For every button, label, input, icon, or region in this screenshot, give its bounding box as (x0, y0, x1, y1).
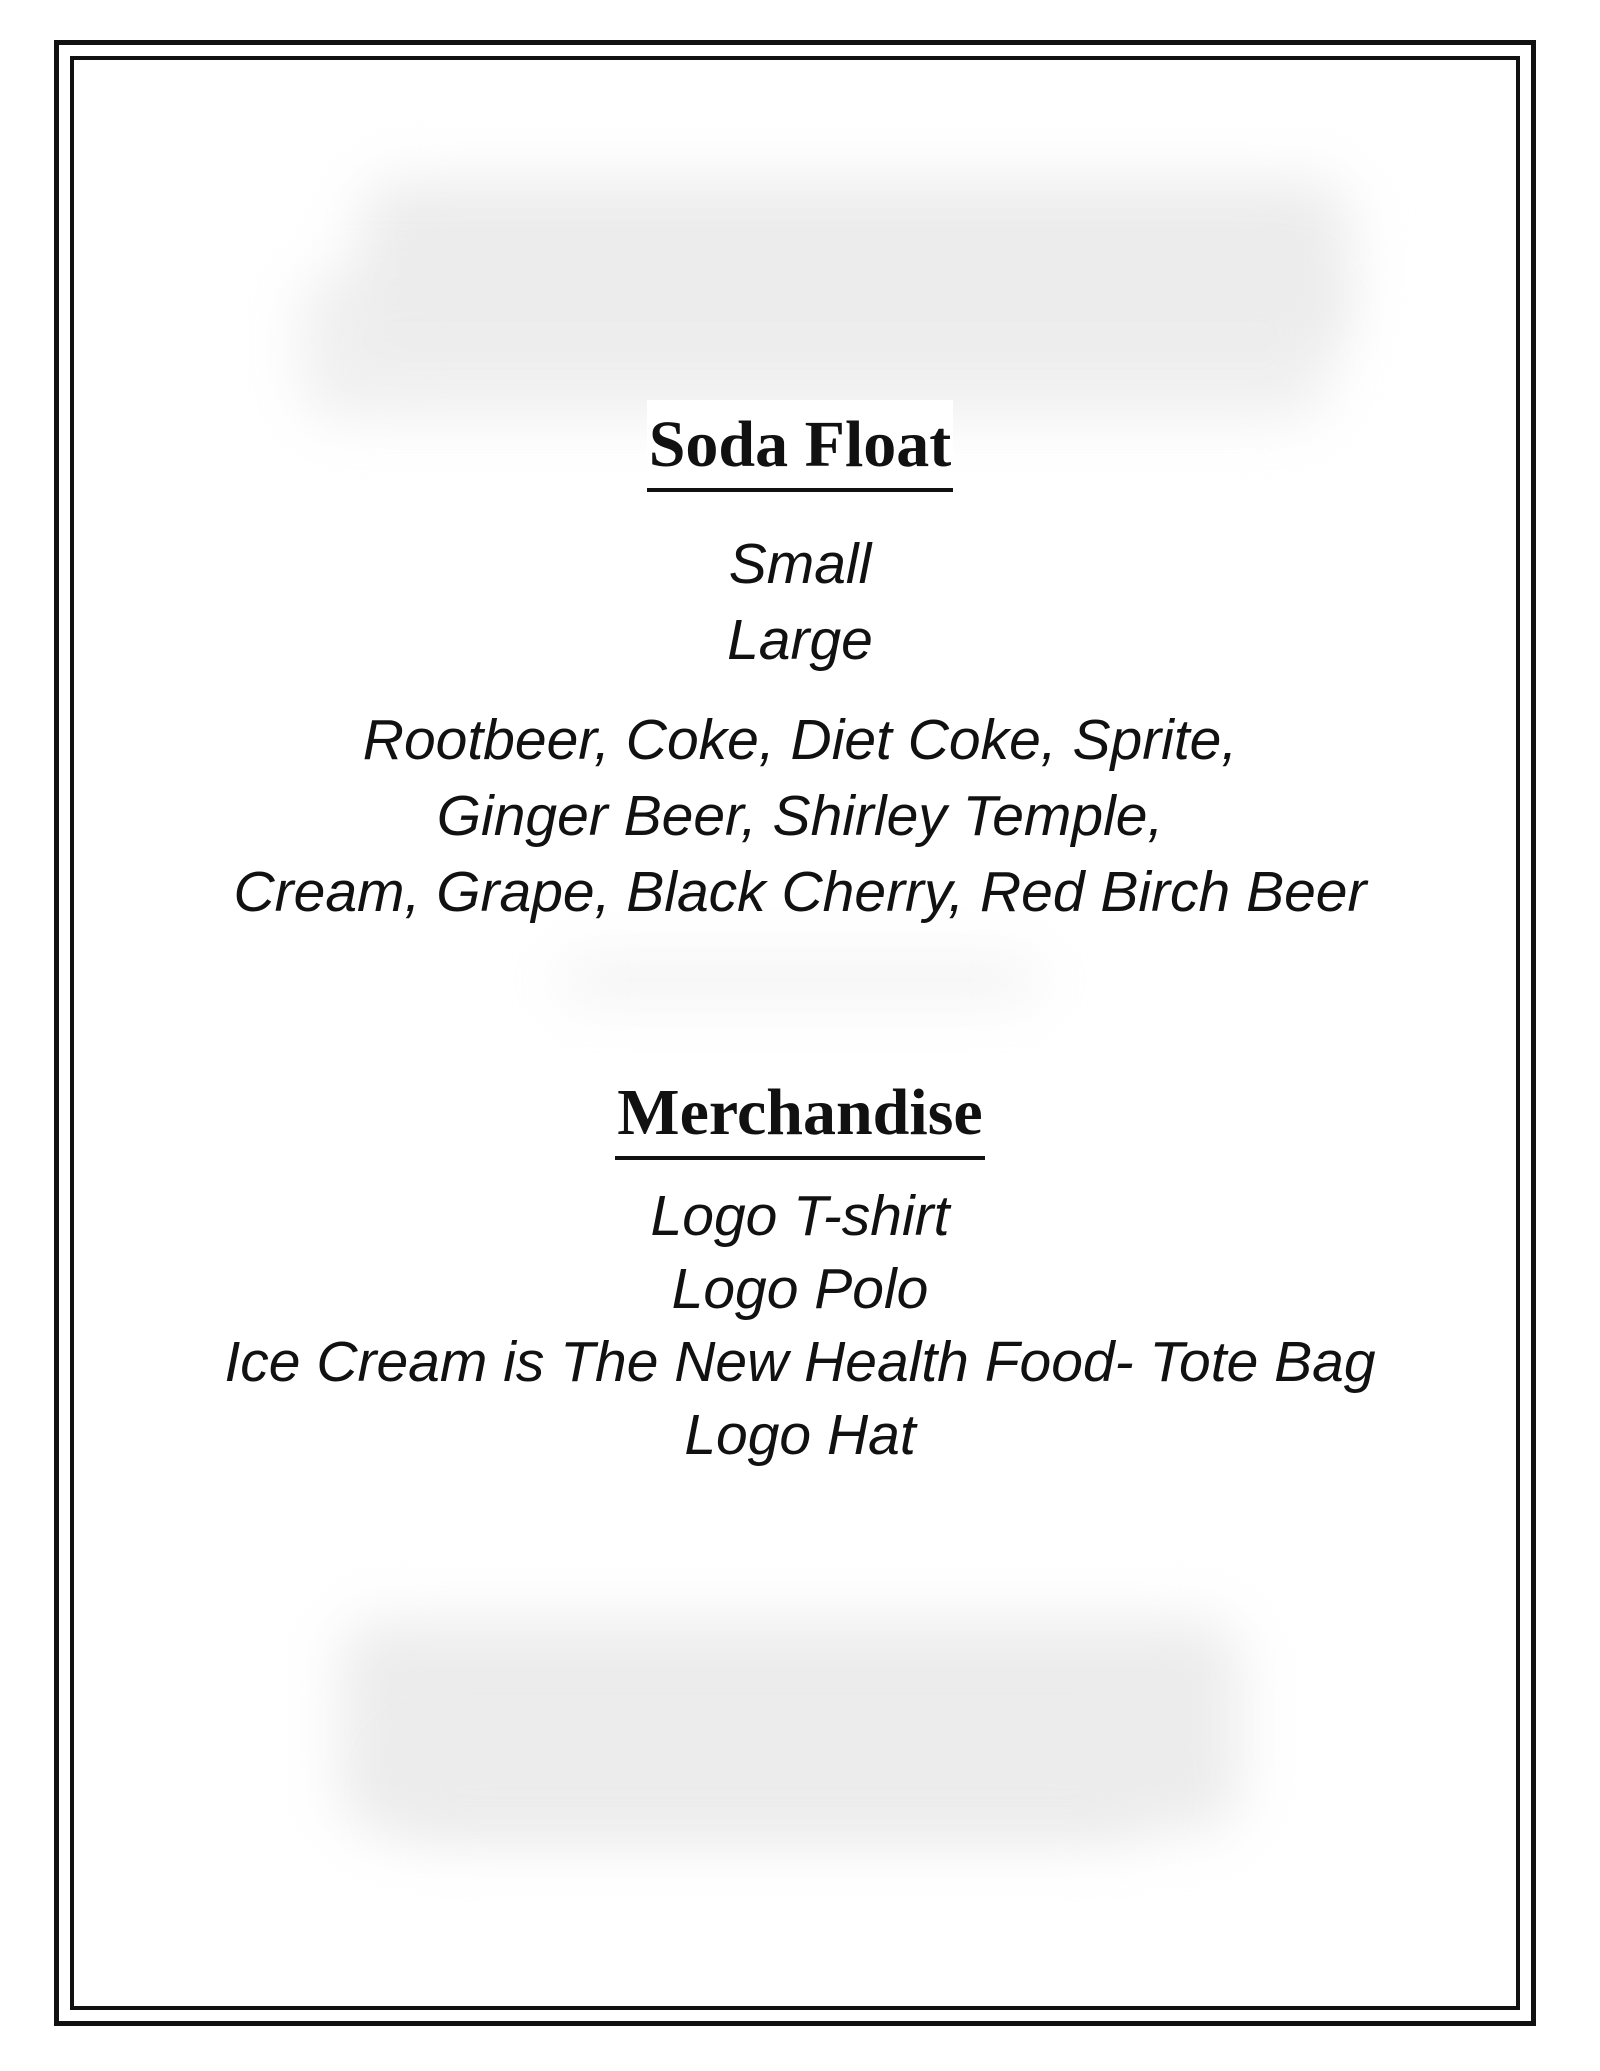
soda-float-section (0, 400, 1600, 930)
merchandise-list (0, 1180, 1600, 1472)
flavor-line: Cream, Grape, Black Cherry, Red Birch Beer (233, 860, 1367, 924)
merchandise-item: Ice Cream is The New Health Food- Tote Bag (224, 1330, 1376, 1394)
merchandise-item: Logo Hat (684, 1403, 916, 1467)
merchandise-heading: Merchandise (615, 1068, 984, 1160)
size-item: Small (728, 532, 872, 596)
size-item: Large (727, 608, 873, 672)
soda-float-flavors (0, 702, 1600, 930)
blurred-region-middle (560, 960, 1040, 1000)
merchandise-item: Logo T-shirt (650, 1184, 950, 1248)
merchandise-item: Logo Polo (671, 1257, 929, 1321)
flavor-line: Ginger Beer, Shirley Temple, (436, 784, 1164, 848)
blurred-region-bottom-lower (390, 1740, 1150, 1840)
flavor-line: Rootbeer, Coke, Diet Coke, Sprite, (362, 708, 1238, 772)
soda-float-sizes (0, 526, 1600, 678)
blurred-region-top-lower (300, 270, 1330, 420)
merchandise-section (0, 1068, 1600, 1472)
soda-float-heading: Soda Float (647, 400, 954, 492)
